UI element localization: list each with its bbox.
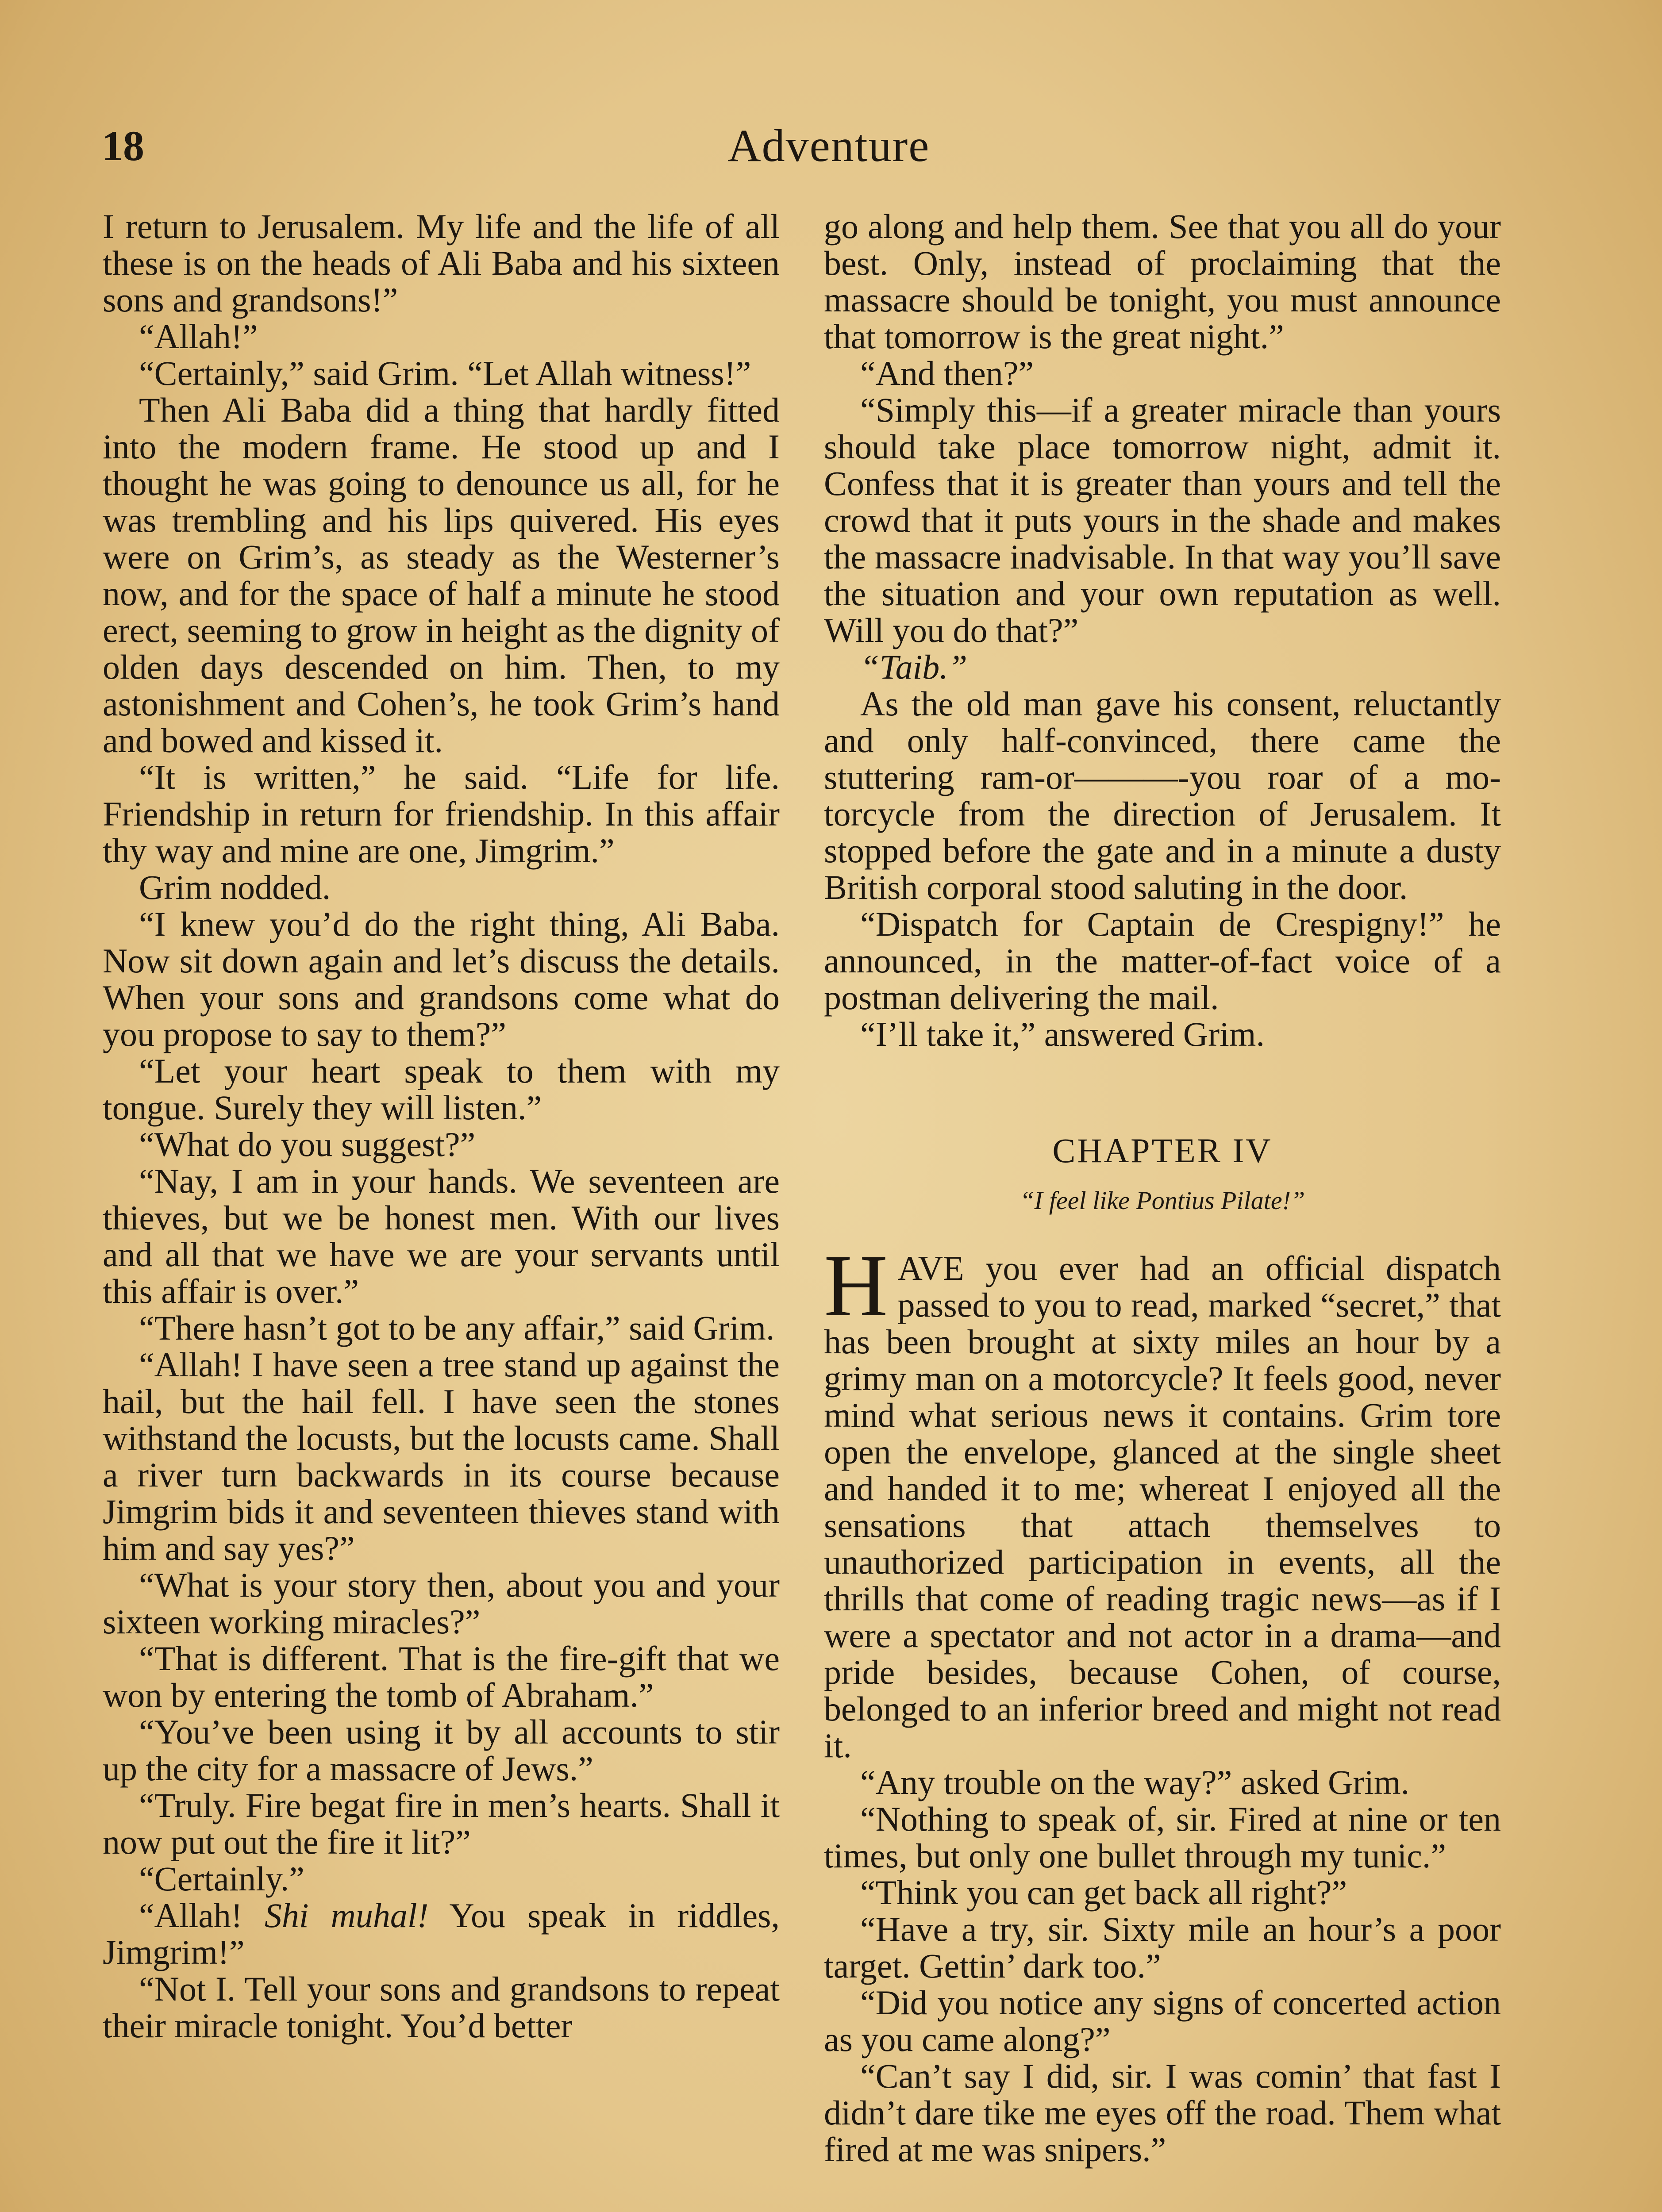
text-run: AVE you ever had an official dispatch passed to you to read, marked “secret,” that has been brought at sixty miles an hour by a grimy man on a motorcycle? It feels good, never mind what serious news it contains. Grim tore open the envelope, glanced at the single sheet and handed it to me; whereat I enjoyed all the sensations that attach themselves to unauthorized participation in events, all the thrills that come of reading tragic news—as if I were a spectator and not actor in a drama—and pride besides, because Cohen, of course, belonged to an inferior breed and might not read it. xyxy=(824,1249,1501,1765)
paragraph: “I knew you’d do the right thing, Ali Baba. Now sit down again and let’s discuss the details. When your sons and grandsons come what do you propose to say to them?” xyxy=(103,905,780,1053)
paragraph: “And then?” xyxy=(860,354,1034,392)
paragraph: “Not I. Tell your sons and grandsons to repeat their miracle tonight. You’d better xyxy=(103,1970,780,2045)
paragraph: “Certainly.” xyxy=(139,1859,304,1898)
left-column xyxy=(103,208,780,2044)
paragraph-italic: “Taib.” xyxy=(860,648,968,686)
italic-phrase: Shi muhal! xyxy=(264,1896,429,1935)
paragraph: “You’ve been using it by all accounts to stir up the city for a massacre of Jews.” xyxy=(103,1713,780,1788)
paragraph: I return to Jerusalem. My life and the life of all these is on the heads of Ali Baba and his sixteen sons and grandsons!” xyxy=(103,207,780,319)
right-column xyxy=(824,208,1501,2168)
paragraph: “Nay, I am in your hands. We seventeen are thieves, but we be honest men. With our lives and all that we have we are your servants until this affair is over.” xyxy=(103,1162,780,1310)
paragraph: “It is written,” he said. “Life for life. Friendship in return for friendship. In this affair thy way and mine are one, Jimgrim.” xyxy=(103,758,780,870)
paragraph: “What do you suggest?” xyxy=(139,1125,476,1164)
paragraph: “Truly. Fire begat fire in men’s hearts. Shall it now put out the fire it lit?” xyxy=(103,1786,780,1861)
chapter-heading: CHAPTER IV xyxy=(1052,1131,1273,1170)
paragraph: “Simply this—if a greater miracle than yours should take place tomorrow night, admit it. Confess that it is greater than yours and tell the crowd that it puts yours in the shade and makes the massacre inadvisable. In that way you’ll save the situation and your own reputation as well. Will you do that?” xyxy=(824,391,1501,649)
paragraph: “Allah!” xyxy=(139,317,258,356)
paragraph: “What is your story then, about you and your sixteen working miracles?” xyxy=(103,1566,780,1641)
text-run: “Allah! xyxy=(139,1896,265,1935)
paragraph: “Did you notice any signs of concerted action as you came along?” xyxy=(824,1983,1501,2058)
page-header xyxy=(102,113,1556,179)
paragraph: As the old man gave his consent, reluctantly and only half-convinced, there came the stuttering ram-or———-you roar of a motorcycle from the direction of Jerusalem. It stopped before the gate and in a minute a dusty British corporal stood saluting in the door. xyxy=(824,684,1501,906)
paragraph: “Have a try, sir. Sixty mile an hour’s a poor target. Gettin’ dark too.” xyxy=(824,1910,1501,1985)
paragraph: “Any trouble on the way?” asked Grim. xyxy=(860,1763,1410,1801)
paragraph: “Think you can get back all right?” xyxy=(860,1873,1347,1912)
paragraph: go along and help them. See that you all do your best. Only, instead of proclaiming that the massacre should be tonight, you must announce that tomorrow is the great night.” xyxy=(824,207,1501,356)
paragraph: “Nothing to speak of, sir. Fired at nine or ten times, but only one bullet through my tunic.” xyxy=(824,1800,1501,1875)
running-title: Adventure xyxy=(727,120,930,171)
paragraph: Then Ali Baba did a thing that hardly fitted into the modern frame. He stood up and I thought he was going to denounce us all, for he was trembling and his lips quivered. His eyes were on Grim’s, as steady as the Westerner’s now, and for the space of half a minute he stood erect, seeming to grow in height as the dignity of olden days descended on him. Then, to my astonishment and Cohen’s, he took Grim’s hand and bowed and kissed it. xyxy=(103,391,780,760)
page-number: 18 xyxy=(102,122,144,169)
paragraph: “That is different. That is the fire-gift that we won by entering the tomb of Abraham.” xyxy=(103,1639,780,1714)
paragraph: “There hasn’t got to be any affair,” said Grim. xyxy=(139,1309,775,1347)
text-run: You speak in riddles, Jimgrim!” xyxy=(103,1896,780,1971)
paragraph xyxy=(103,1897,780,1970)
paragraph: “Dispatch for Captain de Crespigny!” he announced, in the matter-of-fact voice of a postman delivering the mail. xyxy=(824,905,1501,1017)
paragraph: “Can’t say I did, sir. I was comin’ that fast I didn’t dare tike me eyes off the road. Them what fired at me was snipers.” xyxy=(824,2057,1501,2169)
chapter-opening-paragraph xyxy=(824,1237,1501,1765)
paragraph: “Let your heart speak to them with my tongue. Surely they will listen.” xyxy=(103,1052,780,1127)
paragraph: Grim nodded. xyxy=(139,868,331,906)
paragraph: “Allah! I have seen a tree stand up against the hail, but the hail fell. I have seen the stones withstand the locusts, but the locusts came. Shall a river turn backwards in its course because Jimgrim bids it and seventeen thieves stand with him and say yes?” xyxy=(103,1345,780,1567)
drop-cap: H xyxy=(824,1237,888,1335)
paragraph: “Certainly,” said Grim. “Let Allah witness!” xyxy=(139,354,751,392)
paragraph: “I’ll take it,” answered Grim. xyxy=(860,1015,1265,1053)
chapter-subtitle: “I feel like Pontius Pilate!” xyxy=(1020,1186,1305,1215)
